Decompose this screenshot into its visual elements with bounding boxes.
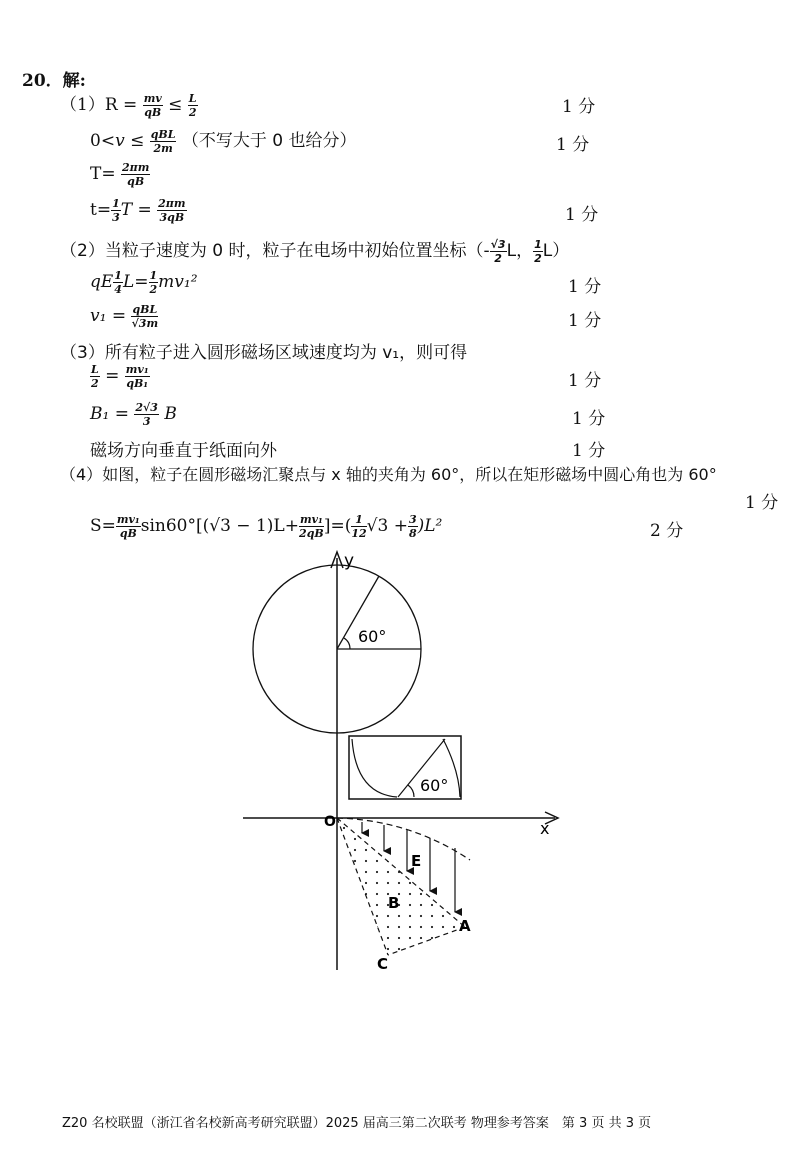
part2-eq1: qE $\frac{1}{4}$ L= $\frac{1}{2}$ mv₁² <box>90 269 198 296</box>
part4-eq: S= $\frac{\text{mv₁}}{qB}$ sin60°[(√3 − 1)L+ $\frac{\text{mv₁}}{2qB}$ ]=( $\frac{1}{12}$ √3 + $\frac{3}{8}$ )L² <box>90 513 443 540</box>
part4-intro: （4）如图，粒子在圆形磁场汇聚点与 x 轴的夹角为 60°，所以在矩形磁场中圆心角也为 60° <box>60 465 717 484</box>
part1-line2: 0<v ≤ $\frac{\text{qBL}}{2m}$ （不写大于 0 也给分） <box>90 128 357 155</box>
score: 1 分 <box>572 441 606 461</box>
x-axis-label: x <box>540 819 550 838</box>
score: 1 分 <box>568 311 602 331</box>
score: 1 分 <box>572 409 606 429</box>
part3-direction: 磁场方向垂直于纸面向外 <box>90 441 277 461</box>
score: 1 分 <box>568 277 602 297</box>
circle-angle-label: 60° <box>358 627 387 646</box>
part-label: （1） <box>60 95 105 115</box>
part1-line1: （1）R = $\frac{mv}{qB}$ ≤ $\frac{L}{2}$ <box>60 92 197 119</box>
score: 2 分 <box>650 521 684 541</box>
rect-left-arc <box>352 739 397 797</box>
label-a: A <box>459 917 471 935</box>
part3-eq1: $\frac{L}{2}$ = $\frac{\text{mv₁}}{\text{qB₁}}$ <box>91 363 149 390</box>
rect-angle-label: 60° <box>420 776 449 795</box>
part3-intro: （3）所有粒子进入圆形磁场区域速度均为 v₁，则可得 <box>60 343 468 363</box>
score: 1 分 <box>562 97 596 117</box>
part3-eq2: B₁ = $\frac{2√3}{3}$ B <box>90 401 177 428</box>
rect-angle-arc <box>408 785 414 797</box>
label-c: C <box>377 955 389 973</box>
label-e: E <box>411 852 422 870</box>
score: 1 分 <box>568 371 602 391</box>
label-b: B <box>388 894 400 912</box>
score: 1 分 <box>556 135 590 155</box>
origin-label: O <box>324 814 336 830</box>
page-footer: Z20 名校联盟（浙江省名校新高考研究联盟）2025 届高三第二次联考 物理参考答案 第 3 页 共 3 页 <box>62 1116 652 1131</box>
y-axis-label: y <box>344 551 355 571</box>
part1-line3: T= $\frac{2\pi m}{qB}$ <box>90 161 150 188</box>
circle-angle-arc <box>344 638 350 649</box>
score: 1 分 <box>565 205 599 225</box>
part2-eq2: v₁ = $\frac{\text{qBL}}{√3m}$ <box>90 303 159 330</box>
question-number: 20．解: <box>22 71 86 91</box>
part1-line4: t= $\frac{1}{3}$ T = $\frac{2\pi m}{3qB}$ <box>90 197 186 224</box>
score: 1 分 <box>745 493 779 513</box>
part2-intro: （2）当粒子速度为 0 时，粒子在电场中初始位置坐标（- $\frac{√3}{2}$ L， $\frac{1}{2}$ L） <box>60 237 570 265</box>
